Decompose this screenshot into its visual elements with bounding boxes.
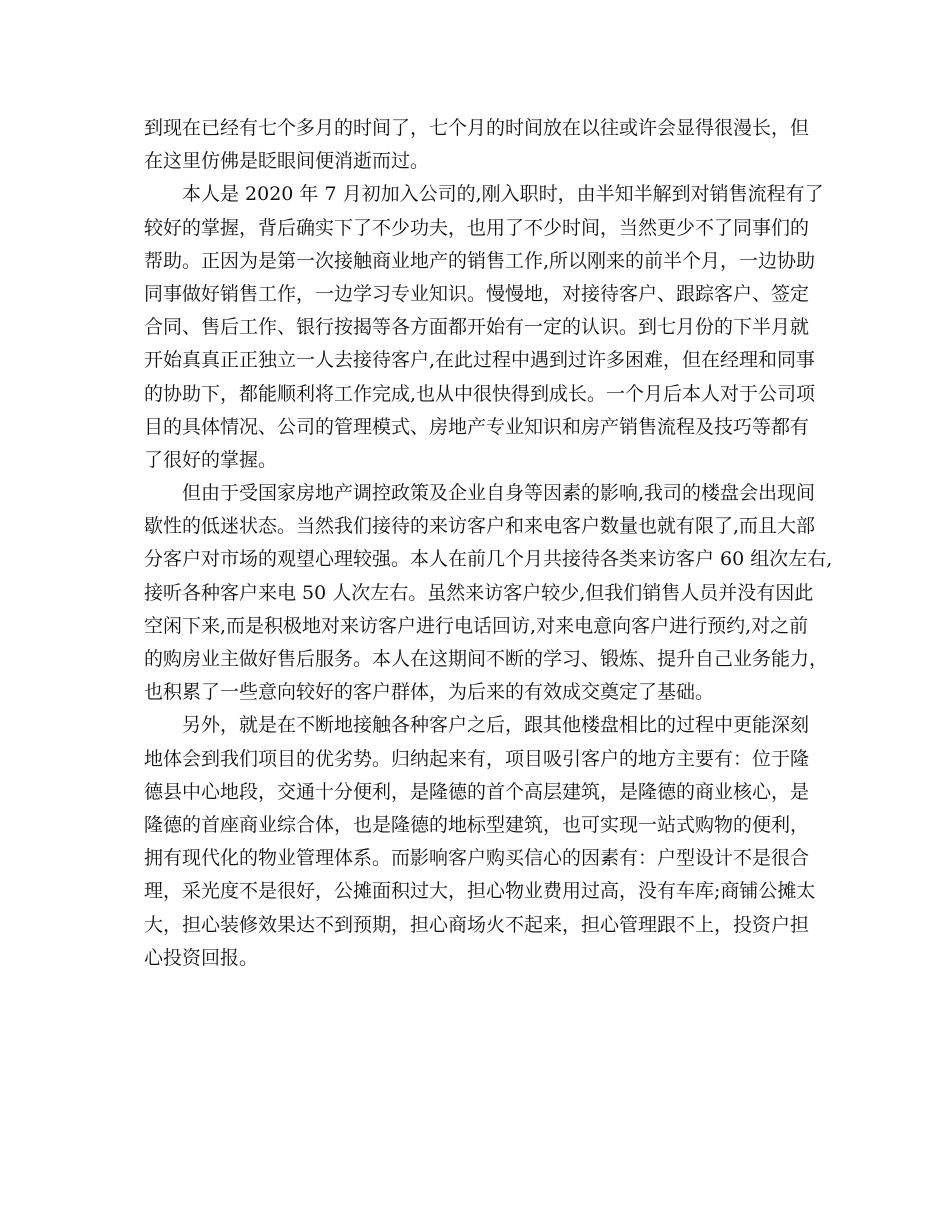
paragraph-line: 同事做好销售工作，一边学习专业知识。慢慢地，对接待客户、跟踪客户、签定 — [144, 282, 810, 305]
paragraph-line: 在这里仿佛是眨眼间便消逝而过。 — [144, 150, 430, 173]
paragraph-line: 地体会到我们项目的优劣势。归纳起来有，项目吸引客户的地方主要有：位于隆 — [144, 747, 810, 770]
paragraph-line: 但由于受国家房地产调控政策及企业自身等因素的影响,我司的楼盘会出现间 — [182, 482, 816, 505]
paragraph-line: 分客户对市场的观望心理较强。本人在前几个月共接待各类来访客户 60 组次左右, — [144, 548, 833, 571]
paragraph-line: 本人是 2020 年 7 月初加入公司的,刚入职时，由半知半解到对销售流程有了 — [182, 183, 824, 206]
paragraph-line: 理，采光度不是很好，公摊面积过大，担心物业费用过高，没有车库;商铺公摊太 — [144, 880, 816, 903]
paragraph-line: 德县中心地段，交通十分便利，是隆德的首个高层建筑，是隆德的商业核心，是 — [144, 780, 810, 803]
paragraph-3 — [144, 477, 833, 709]
paragraph-line: 开始真真正正独立一人去接待客户,在此过程中遇到过许多困难，但在经理和同事 — [144, 349, 816, 372]
paragraph-line: 到现在已经有七个多月的时间了，七个月的时间放在以往或许会显得很漫长，但 — [144, 117, 810, 139]
paragraph-line: 接听各种客户来电 50 人次左右。虽然来访客户较少,但我们销售人员并没有因此 — [144, 581, 814, 604]
paragraph-line: 歇性的低迷状态。当然我们接待的来访客户和来电客户数量也就有限了,而且大部 — [144, 515, 816, 538]
paragraph-line: 空闲下来,而是积极地对来访客户进行电话回访,对来电意向客户进行预约,对之前 — [144, 614, 809, 637]
paragraph-line: 心投资回报。 — [144, 946, 259, 969]
paragraph-line: 也积累了一些意向较好的客户群体，为后来的有效成交奠定了基础。 — [144, 681, 715, 704]
paragraph-4 — [144, 709, 816, 975]
paragraph-line: 另外，就是在不断地接触各种客户之后，跟其他楼盘相比的过程中更能深刻 — [182, 714, 810, 737]
paragraph-line: 大，担心装修效果达不到预期，担心商场火不起来，担心管理跟不上，投资户担 — [144, 913, 810, 936]
paragraph-2 — [144, 178, 824, 477]
paragraph-line: 帮助。正因为是第一次接触商业地产的销售工作,所以刚来的前半个月，一边协助 — [144, 249, 816, 272]
document-body — [144, 112, 833, 975]
paragraph-line: 了很好的掌握。 — [144, 448, 278, 471]
paragraph-line: 拥有现代化的物业管理体系。而影响客户购买信心的因素有：户型设计不是很合 — [144, 847, 810, 870]
paragraph-1 — [144, 112, 810, 178]
paragraph-line: 较好的掌握，背后确实下了不少功夫，也用了不少时间，当然更少不了同事们的 — [144, 216, 810, 239]
paragraph-line: 合同、售后工作、银行按揭等各方面都开始有一定的认识。到七月份的下半月就 — [144, 316, 810, 339]
paragraph-line: 的购房业主做好售后服务。本人在这期间不断的学习、锻炼、提升自己业务能力， — [144, 648, 829, 670]
paragraph-line: 的协助下，都能顺利将工作完成,也从中很快得到成长。一个月后本人对于公司项 — [144, 382, 816, 405]
paragraph-line: 隆德的首座商业综合体，也是隆德的地标型建筑，也可实现一站式购物的便利， — [144, 813, 810, 836]
paragraph-line: 目的具体情况、公司的管理模式、房地产专业知识和房产销售流程及技巧等都有 — [144, 415, 810, 438]
